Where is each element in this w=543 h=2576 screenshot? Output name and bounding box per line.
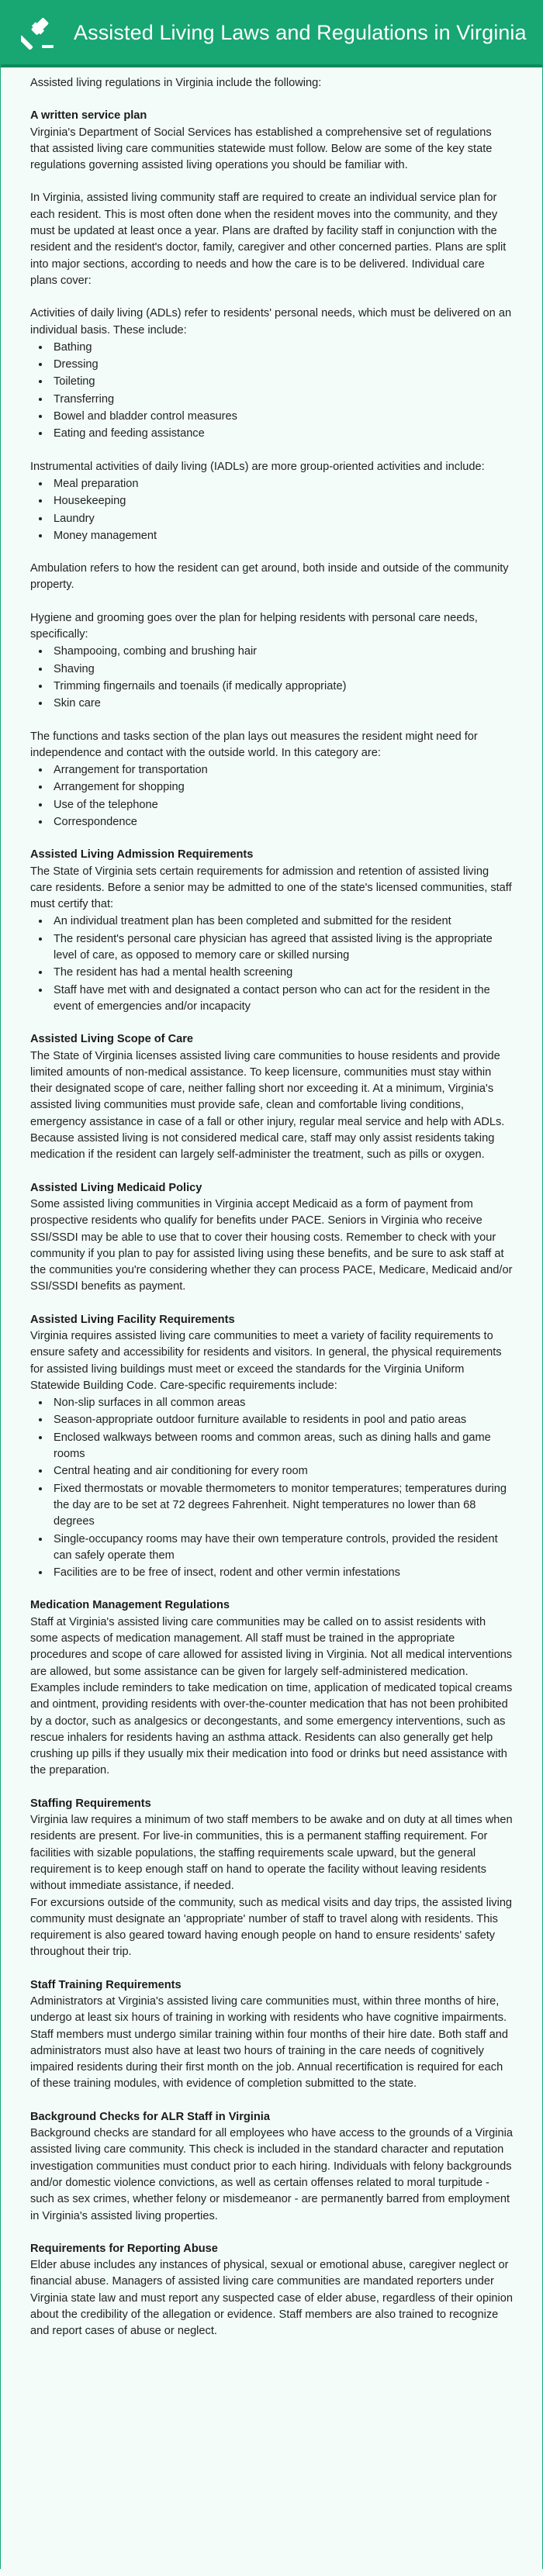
list-item: • Bowel and bladder control measures (50, 408, 513, 425)
admission-text: The State of Virginia sets certain requirements for admission and retention of assisted living care residents. Before a senior may be admitted to one of the state's licensed communities, staff must certify that: (30, 865, 512, 911)
list-item: • The resident's personal care physician has agreed that assisted living is the appropriate level of care, as opposed to memory care or skilled nursing (50, 931, 513, 965)
section-heading-medicaid: Assisted Living Medicaid Policy (30, 1181, 202, 1194)
list-item: • Housekeeping (50, 492, 513, 509)
list-item: • Arrangement for shopping (50, 779, 513, 796)
adl-intro: Activities of daily living (ADLs) refer to residents' personal needs, which must be delivered on an individual basis. These include: (30, 307, 512, 337)
facility-text: Virginia requires assisted living care communities to meet a variety of facility requirements to ensure safety and accessibility for residents and visitors. In general, the physical requirements for assisted living buildings must meet or exceed the standards for the Virginia Uniform Statewide Building Code. Care-specific requirements include: (30, 1330, 502, 1392)
list-item: • Correspondence (50, 813, 513, 830)
list-item: • Arrangement for transportation (50, 761, 513, 779)
section-heading-facility: Assisted Living Facility Requirements (30, 1313, 235, 1326)
list-item: • Facilities are to be free of insect, rodent and other vermin infestations (50, 1564, 513, 1581)
background-text: Background checks are standard for all employees who have access to the grounds of a Virginia assisted living care community. This check is included in the standard character and reputation investigation communities must conduct prior to each hiring. Individuals with felony backgrounds and/or domestic violence convictions, as well as certain offenses related to moral turpitude - such as sex crimes, whether felony or misdemeanor - are permanently barred from employment in Virginia's assisted living properties. (30, 2127, 513, 2222)
list-item: • Eating and feeding assistance (50, 425, 513, 442)
section-heading-medication: Medication Management Regulations (30, 1599, 230, 1612)
section-heading-staffing: Staffing Requirements (30, 1797, 151, 1810)
list-item: • Money management (50, 527, 513, 544)
list-item: • Fixed thermostats or movable thermometers to monitor temperatures; temperatures during the day are to be set at 72 degrees Fahrenheit. Night temperatures no lower than 68 degrees (50, 1480, 513, 1531)
list-item: • Dressing (50, 356, 513, 373)
list-item: • Use of the telephone (50, 796, 513, 813)
staffing-text-1: Virginia law requires a minimum of two staff members to be awake and on duty at all times when residents are present. For live-in communities, this is a permanent staffing requirement. For facilities with sizable populations, the staffing requirements scale upward, but the general requirement is to keep enough staff on hand to operate the facility without leaving residents without immediate assistance, if needed. (30, 1814, 513, 1893)
section-heading-background: Background Checks for ALR Staff in Virginia (30, 2110, 270, 2123)
card-header (1, 1, 542, 67)
scope-text: The State of Virginia licenses assisted living care communities to house residents and provide limited amounts of non-medical assistance. To keep licensure, communities must stay within their designated scope of care, neither falling short nor exceeding it. At a minimum, Virginia's assisted living communities must provide safe, clean and comfortable living conditions, emergency assistance in case of a fall or other injury, regular meal service and help with ADLs. Because assisted living is not considered medical care, staff may only assist residents taking medication if the resident can largely self-administer the treatment, such as pills or oxygen. (30, 1049, 505, 1162)
list-item: • Transferring (50, 391, 513, 408)
intro-text: Assisted living regulations in Virginia include the following: (30, 77, 322, 89)
abuse-text: Elder abuse includes any instances of physical, sexual or emotional abuse, caregiver neglect or financial abuse. Managers of assisted living care communities are mandated reporters under Virginia state law and must report any suspected case of elder abuse, regardless of their opinion about the credibility of the allegation or evidence. Staff members are also trained to recognize and report cases of abuse or neglect. (30, 2259, 513, 2338)
medicaid-text: Some assisted living communities in Virginia accept Medicaid as a form of payment from prospective residents who qualify for benefits under PACE. Seniors in Virginia who receive SSI/SSDI may be able to use that to cover their housing costs. Remember to check with your community if you plan to pay for assisted living using these benefits, and be sure to ask staff at the communities you're considering whether they can process PACE, Medicare, Medicaid and/or SSI/SSDI benefits as payment. (30, 1197, 513, 1293)
list-item: • The resident has had a mental health screening (50, 964, 513, 981)
functions-intro: The functions and tasks section of the plan lays out measures the resident might need for independence and contact with the outside world. In this category are: (30, 730, 478, 759)
training-text: Administrators at Virginia's assisted living care communities must, within three months of hire, undergo at least six hours of training in working with residents who have cognitive impairments. Staff members must undergo similar training within four months of their hire date. Both staff and administrators must also have at least two hours of training in the care needs of cognitively impaired residents during their first month on the job. Annual recertification is required for each of these training modules, with evidence of completion submitted to the state. (30, 1994, 508, 2091)
page-title: Assisted Living Laws and Regulations in Virginia (74, 20, 527, 44)
section-heading-training: Staff Training Requirements (30, 1978, 182, 1991)
list-item: • Meal preparation (50, 475, 513, 492)
list-item: • Season-appropriate outdoor furniture available to residents in pool and patio areas (50, 1411, 513, 1428)
list-item: • Bathing (50, 339, 513, 356)
list-item: • Shampooing, combing and brushing hair (50, 643, 513, 660)
list-item: • Enclosed walkways between rooms and common areas, such as dining halls and game rooms (50, 1429, 513, 1463)
section-heading-admission: Assisted Living Admission Requirements (30, 848, 254, 862)
hygiene-list (30, 643, 513, 712)
list-item: • Skin care (50, 695, 513, 712)
adl-list (30, 339, 513, 443)
functions-list (30, 761, 513, 830)
medication-text: Staff at Virginia's assisted living care communities may be called on to assist residents with some aspects of medication management. All staff must be trained in the appropriate procedures and scope of care allowed for assisted living in Virginia. Not all medical interventions are allowed, but some assistance can be given for largely self-administered medication. Examples include reminders to take medication on time, application of medicated topical creams and ointment, providing residents with over-the-counter medication that has not been prohibited by a doctor, such as analgesics or decongestants, and some emergency interventions, such as rescue inhalers for residents having an asthma attack. Residents can also generally get help crushing up pills if they usually mix their medication into food or drinks but need assistance with the preparation. (30, 1615, 513, 1777)
iadl-intro: Instrumental activities of daily living (IADLs) are more group-oriented activities and include: (30, 460, 485, 473)
content-body (1, 67, 542, 2576)
admission-list (30, 913, 513, 1015)
list-item: • Trimming fingernails and toenails (if medically appropriate) (50, 678, 513, 695)
section-heading-written-plan: A written service plan (30, 109, 147, 123)
facility-list (30, 1394, 513, 1581)
ambulation-text: Ambulation refers to how the resident can get around, both inside and outside of the community property. (30, 562, 509, 592)
list-item: • Staff have met with and designated a contact person who can act for the resident in the event of emergencies and/or incapacity (50, 982, 513, 1016)
list-item: • Central heating and air conditioning for every room (50, 1462, 513, 1480)
hygiene-intro: Hygiene and grooming goes over the plan for helping residents with personal care needs, specifically: (30, 611, 478, 641)
list-item: • Laundry (50, 510, 513, 527)
list-item: • An individual treatment plan has been completed and submitted for the resident (50, 913, 513, 930)
list-item: • Non-slip surfaces in all common areas (50, 1394, 513, 1411)
section-heading-abuse: Requirements for Reporting Abuse (30, 2242, 218, 2255)
list-item: • Shaving (50, 661, 513, 678)
staffing-text-2: For excursions outside of the community, such as medical visits and day trips, the assisted living community must designate an 'appropriate' number of staff to travel along with residents. This requirement is also geared toward having enough people on hand to ensure residents' safety throughout their trip. (30, 1896, 513, 1959)
written-plan-paragraph-2: In Virginia, assisted living community staff are required to create an individual service plan for each resident. This is most often done when the resident moves into the community, and they must be updated at least once a year. Plans are drafted by facility staff in conjunction with the resident and the resident's doctor, family, caregiver and other concerned parties. Plans are split into major sections, according to needs and how the care is to be delivered. Individual care plans cover: (30, 192, 507, 287)
section-heading-scope: Assisted Living Scope of Care (30, 1033, 194, 1046)
written-plan-paragraph-1: Virginia's Department of Social Services has established a comprehensive set of regulations that assisted living care communities statewide must follow. Below are some of the key state regulations governing assisted living operations you should be familiar with. (30, 126, 493, 172)
list-item: • Toileting (50, 373, 513, 390)
gavel-icon (21, 16, 55, 50)
list-item: • Single-occupancy rooms may have their own temperature controls, provided the resident can safely operate them (50, 1531, 513, 1565)
iadl-list (30, 475, 513, 544)
